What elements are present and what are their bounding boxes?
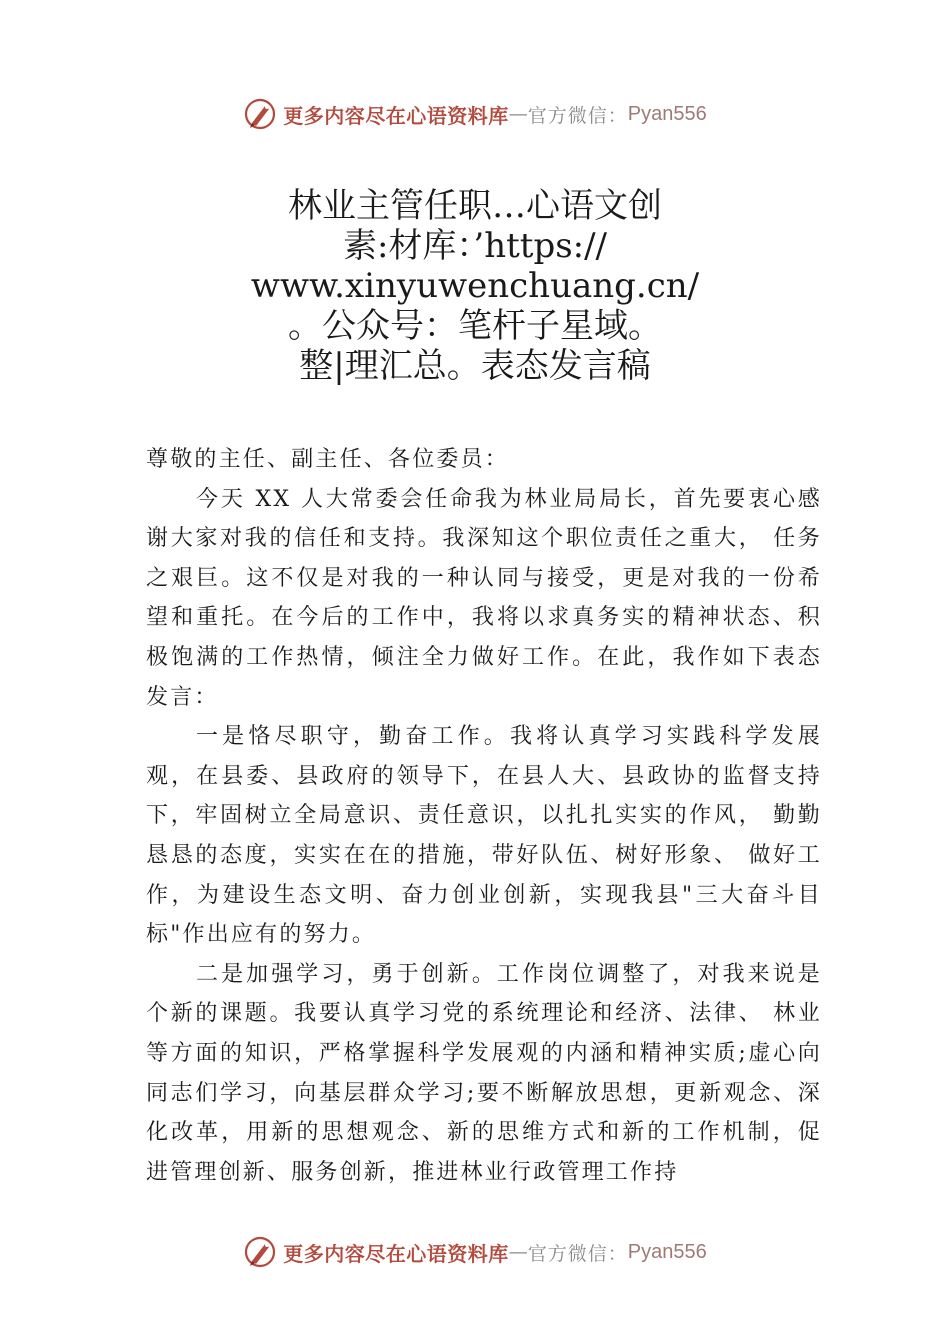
banner-dash: — <box>508 103 528 125</box>
salutation: 尊敬的主任、副主任、各位委员： <box>146 447 510 472</box>
title-line: www.xinyuwenchuang.cn/ <box>250 266 700 306</box>
banner-wechat-label: 官方微信： <box>527 104 628 127</box>
banner-main-text: 更多内容尽在心语资料库 <box>283 1241 509 1266</box>
banner-wechat-label: 官方微信： <box>527 1242 628 1265</box>
title-line: 整|理汇总。表态发言稿 <box>299 346 651 386</box>
title-line: 林业主管任职…心语文创 <box>288 186 662 226</box>
pen-logo-icon <box>243 97 277 131</box>
document-title <box>0 186 950 386</box>
banner-wechat-id: Pyan556 <box>627 102 707 125</box>
banner-main-text: 更多内容尽在心语资料库 <box>283 103 509 128</box>
title-line: 素:材库：’https:// <box>342 226 608 266</box>
banner-wechat-id: Pyan556 <box>627 1240 707 1263</box>
document-body <box>146 440 822 1192</box>
body-paragraph: 一是恪尽职守，勤奋工作。我将认真学习实践科学发展观，在县委、县政府的领导下，在县人大、县政协的监督支持下，牢固树立全局意识、责任意识，以扎扎实实的作风， 勤勤恳恳的态度，实实在在的措施，带好队伍、树好形象、 做好工作，为建设生态文明、奋力创业创新，实现我县"三大奋斗目标"作出应有的努力。 <box>146 724 822 948</box>
header-watermark-banner <box>0 94 950 134</box>
title-line: 。公众号：笔杆子星域。 <box>288 306 662 346</box>
body-paragraph: 二是加强学习，勇于创新。工作岗位调整了，对我来说是个新的课题。我要认真学习党的系统理论和经济、法律、 林业等方面的知识，严格掌握科学发展观的内涵和精神实质;虚心向同志们学习，向基层群众学习;要不断解放思想，更新观念、深化改革，用新的思想观念、新的思维方式和新的工作机制，促进管理创新、服务创新，推进林业行政管理工作持 <box>146 961 822 1185</box>
banner-dash: — <box>508 1241 528 1263</box>
body-paragraph: 今天 XX 人大常委会任命我为林业局局长，首先要衷心感谢大家对我的信任和支持。我深知这个职位责任之重大， 任务之艰巨。这不仅是对我的一种认同与接受，更是对我的一份希望和重托。在今后的工作中，我将以求真务实的精神状态、积极饱满的工作热情，倾注全力做好工作。在此，我作如下表态发言： <box>146 486 822 710</box>
pen-logo-icon <box>243 1235 277 1269</box>
footer-watermark-banner <box>0 1232 950 1272</box>
